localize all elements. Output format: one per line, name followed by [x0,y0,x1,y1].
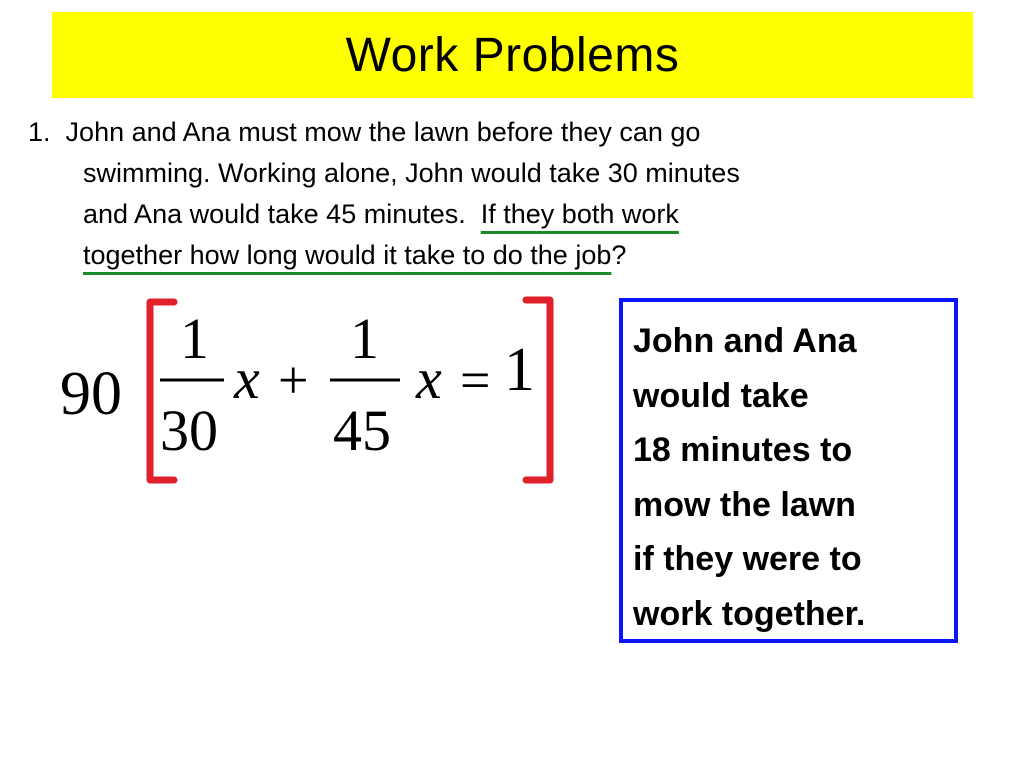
problem-statement [28,112,988,276]
answer-line-5: if they were to [633,540,862,578]
fraction1-numerator: 1 [180,306,209,371]
plus-sign: + [278,350,309,410]
variable-x-2: x [416,346,442,411]
problem-number: 1. [28,117,51,147]
answer-box [619,298,958,643]
problem-text-3: and Ana would take 45 minutes. [83,199,481,229]
answer-line-1: John and Ana [633,322,857,360]
fraction1-denominator: 30 [160,398,218,463]
equation-multiplier: 90 [60,360,122,428]
fraction2-numerator: 1 [350,306,379,371]
problem-line-1 [28,112,988,153]
answer-line-4: mow the lawn [633,485,856,524]
equals-sign: = [460,350,491,410]
equation-svg [40,290,580,490]
equation [40,290,580,490]
question-mark: ? [611,240,627,270]
problem-text-1: John and Ana must mow the lawn before they can go [65,117,701,147]
problem-line-2 [28,153,988,194]
answer-text [633,314,954,641]
slide-title: Work Problems [345,28,680,82]
question-part-1: If they both work [480,199,679,229]
title-bar [52,12,973,98]
answer-line-6: work together. [633,594,866,633]
fraction2-denominator: 45 [333,398,391,463]
equation-rhs: 1 [504,336,535,404]
problem-text-2: swimming. Working alone, John would take 30 minutes [83,158,740,188]
problem-line-4 [28,235,988,276]
problem-line-3 [28,194,988,235]
answer-line-2: would take [633,376,809,415]
answer-line-3: 18 minutes to [633,431,853,469]
question-part-2: together how long would it take to do the job [83,240,612,270]
variable-x-1: x [234,346,260,411]
